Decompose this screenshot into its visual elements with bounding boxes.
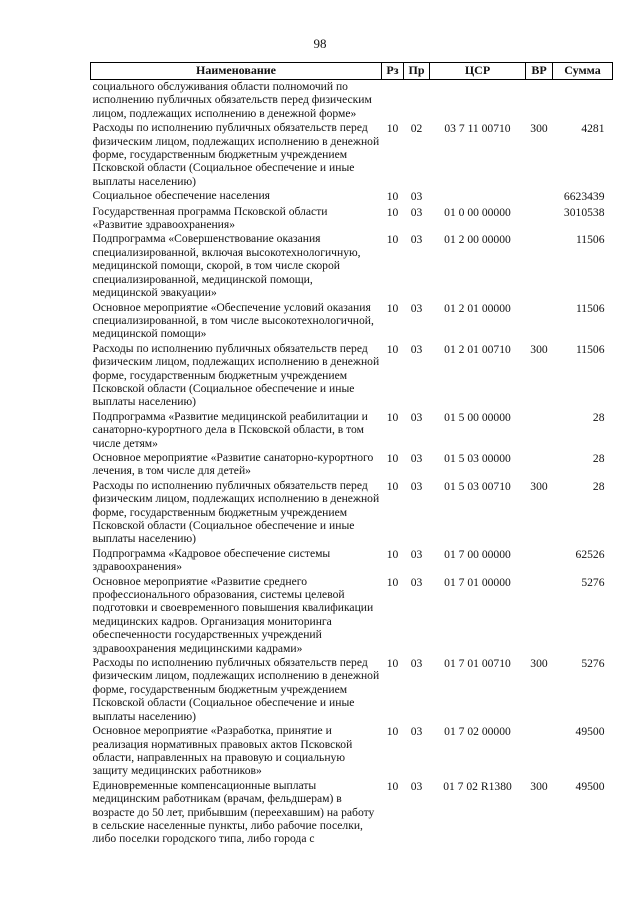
- row-name: Расходы по исполнению публичных обязательств перед физическим лицом, подлежащих исполнению в денежной форме, государственным бюджетным учреждением Псковской области (Социальное обеспечение и иные выплаты населению): [92, 478, 380, 546]
- row-pr: 03: [410, 451, 423, 465]
- row-sum: 11506: [575, 342, 605, 356]
- row-csr: 01 7 01 00000: [444, 575, 511, 589]
- row-csr: 01 2 01 00000: [444, 301, 511, 315]
- row-vr: [526, 724, 553, 779]
- row-rz: 10: [386, 190, 399, 204]
- table-row: [91, 575, 613, 656]
- row-sum: [553, 80, 613, 122]
- row-sum: 49500: [575, 725, 605, 739]
- row-name: Расходы по исполнению публичных обязательств перед физическим лицом, подлежащих исполнению в денежной форме, государственным бюджетным учреждением Псковской области (Социальное обеспечение и иные выплаты населению): [92, 341, 380, 409]
- row-rz: 10: [386, 205, 399, 219]
- row-name: Основное мероприятие «Развитие санаторно-курортного лечения, в том числе для детей»: [92, 450, 374, 478]
- row-vr: 300: [530, 657, 548, 671]
- row-rz: 10: [386, 779, 399, 793]
- row-sum: 28: [592, 451, 605, 465]
- row-name: социального обслуживания области полномочий по исполнению публичных обязательств перед физическим лицом, подлежащих исполнению в денежной форме»: [92, 80, 372, 120]
- row-name: Подпрограмма «Развитие медицинской реабилитации и санаторно-курортного дела в Псковской области, в том числе детям»: [92, 409, 368, 450]
- row-sum: 28: [592, 479, 605, 493]
- row-csr: 01 2 00 00000: [444, 233, 511, 247]
- table-row: [91, 547, 613, 575]
- row-pr: 03: [410, 233, 423, 247]
- table-row: [91, 656, 613, 724]
- row-vr: 300: [530, 779, 548, 793]
- row-name: Подпрограмма «Кадровое обеспечение системы здравоохранения»: [92, 546, 331, 574]
- table-row: [91, 301, 613, 342]
- table-row: [91, 342, 613, 410]
- row-pr: 03: [410, 725, 423, 739]
- row-vr: [526, 189, 553, 204]
- row-name: Расходы по исполнению публичных обязательств перед физическим лицом, подлежащих исполнению в денежной форме, государственным бюджетным учреждением Псковской области (Социальное обеспечение и иные выплаты населению): [92, 656, 380, 723]
- page-number: 98: [313, 36, 327, 51]
- row-csr: [430, 80, 526, 122]
- row-name: Единовременные компенсационные выплаты медицинским работникам (врачам, фельдшерам) в возрасте до 50 лет, прибывшим (переехавшим) на работу в сельские населенные пункты, либо рабочие поселки, либо поселки городского типа, либо города с: [92, 778, 375, 846]
- table-row: [91, 205, 613, 233]
- row-name: Расходы по исполнению публичных обязательств перед физическим лицом, подлежащих исполнению в денежной форме, государственным бюджетным учреждением Псковской области (Социальное обеспечение и иные выплаты населению): [92, 121, 380, 188]
- row-name: Государственная программа Псковской области «Развитие здравоохранения»: [92, 204, 328, 232]
- row-csr: [430, 189, 526, 204]
- row-vr: [526, 205, 553, 233]
- budget-table: [90, 62, 613, 847]
- row-rz: 10: [386, 122, 399, 136]
- row-pr: 03: [410, 547, 423, 561]
- row-csr: 01 0 00 00000: [444, 205, 511, 219]
- row-pr: 02: [410, 122, 423, 136]
- row-rz: 10: [386, 342, 399, 356]
- header-vr: ВР: [526, 63, 553, 80]
- row-name: Подпрограмма «Совершенствование оказания специализированной, включая высокотехнологичную, медицинской помощи, скорой, в том числе скорой специализированной, медицинской помощи, медицинской эвакуации»: [92, 232, 361, 300]
- row-name: Основное мероприятие «Развитие среднего профессионального образования, системы целевой подготовки и своевременного повышения квалификации медицинских кадров. Организация мониторинга обеспеченности государственных учреждений здравоохранения медицинскими кадрами»: [92, 574, 374, 655]
- row-csr: 01 5 03 00710: [444, 479, 511, 493]
- row-sum: 4281: [581, 122, 605, 136]
- row-sum: 62526: [575, 547, 605, 561]
- table-row: [91, 479, 613, 547]
- table-row: [91, 451, 613, 479]
- row-sum: 28: [592, 410, 605, 424]
- row-pr: 03: [410, 657, 423, 671]
- row-pr: 03: [410, 342, 423, 356]
- row-pr: 03: [410, 301, 423, 315]
- row-vr: 300: [530, 122, 548, 136]
- row-vr: 300: [530, 342, 548, 356]
- row-rz: [382, 80, 404, 122]
- row-vr: [526, 575, 553, 656]
- row-vr: [526, 232, 553, 300]
- row-csr: 01 2 01 00710: [444, 342, 511, 356]
- row-vr: [526, 547, 553, 575]
- row-sum: 49500: [575, 779, 605, 793]
- table-row: [91, 189, 613, 204]
- row-rz: 10: [386, 657, 399, 671]
- row-pr: [404, 80, 430, 122]
- table-header-row: [91, 63, 613, 80]
- row-rz: 10: [386, 479, 399, 493]
- row-rz: 10: [386, 410, 399, 424]
- row-name: Основное мероприятие «Обеспечение условий оказания специализированной, в том числе высокотехнологичной, медицинской помощи»: [92, 300, 374, 341]
- table-row: [91, 410, 613, 451]
- row-csr: 01 7 01 00710: [444, 657, 511, 671]
- row-sum: 11506: [575, 233, 605, 247]
- row-vr: [526, 301, 553, 342]
- row-pr: 03: [410, 779, 423, 793]
- row-name: Основное мероприятие «Разработка, принятие и реализация нормативных правовых актов Псковской области, направленных на правовую и социальную защиту медицинских работников»: [92, 724, 353, 778]
- row-vr: [526, 410, 553, 451]
- row-rz: 10: [386, 301, 399, 315]
- table-row: [91, 80, 613, 122]
- row-rz: 10: [386, 725, 399, 739]
- row-rz: 10: [386, 575, 399, 589]
- row-sum: 11506: [575, 301, 605, 315]
- header-rz: Рз: [382, 63, 404, 80]
- header-csr: ЦСР: [430, 63, 526, 80]
- row-vr: [526, 80, 553, 122]
- row-sum: 3010538: [563, 205, 605, 219]
- header-sum: Сумма: [553, 63, 613, 80]
- row-rz: 10: [386, 451, 399, 465]
- row-csr: 01 7 00 00000: [444, 547, 511, 561]
- row-csr: 01 7 02 R1380: [443, 779, 512, 793]
- header-name: Наименование: [91, 63, 382, 80]
- row-sum: 5276: [581, 657, 605, 671]
- row-pr: 03: [410, 205, 423, 219]
- row-csr: 01 5 03 00000: [444, 451, 511, 465]
- row-pr: 03: [410, 479, 423, 493]
- table-row: [91, 232, 613, 300]
- row-pr: 03: [410, 410, 423, 424]
- row-vr: [526, 451, 553, 479]
- row-sum: 5276: [581, 575, 605, 589]
- row-sum: 6623439: [563, 190, 605, 204]
- row-vr: 300: [530, 479, 548, 493]
- row-pr: 03: [410, 190, 423, 204]
- table-row: [91, 724, 613, 779]
- row-csr: 01 7 02 00000: [444, 725, 511, 739]
- row-rz: 10: [386, 547, 399, 561]
- row-csr: 01 5 00 00000: [444, 410, 511, 424]
- header-pr: Пр: [404, 63, 430, 80]
- table-row: [91, 121, 613, 189]
- row-pr: 03: [410, 575, 423, 589]
- table-row: [91, 779, 613, 847]
- row-rz: 10: [386, 233, 399, 247]
- row-csr: 03 7 11 00710: [444, 122, 511, 136]
- row-name: Социальное обеспечение населения: [92, 189, 271, 203]
